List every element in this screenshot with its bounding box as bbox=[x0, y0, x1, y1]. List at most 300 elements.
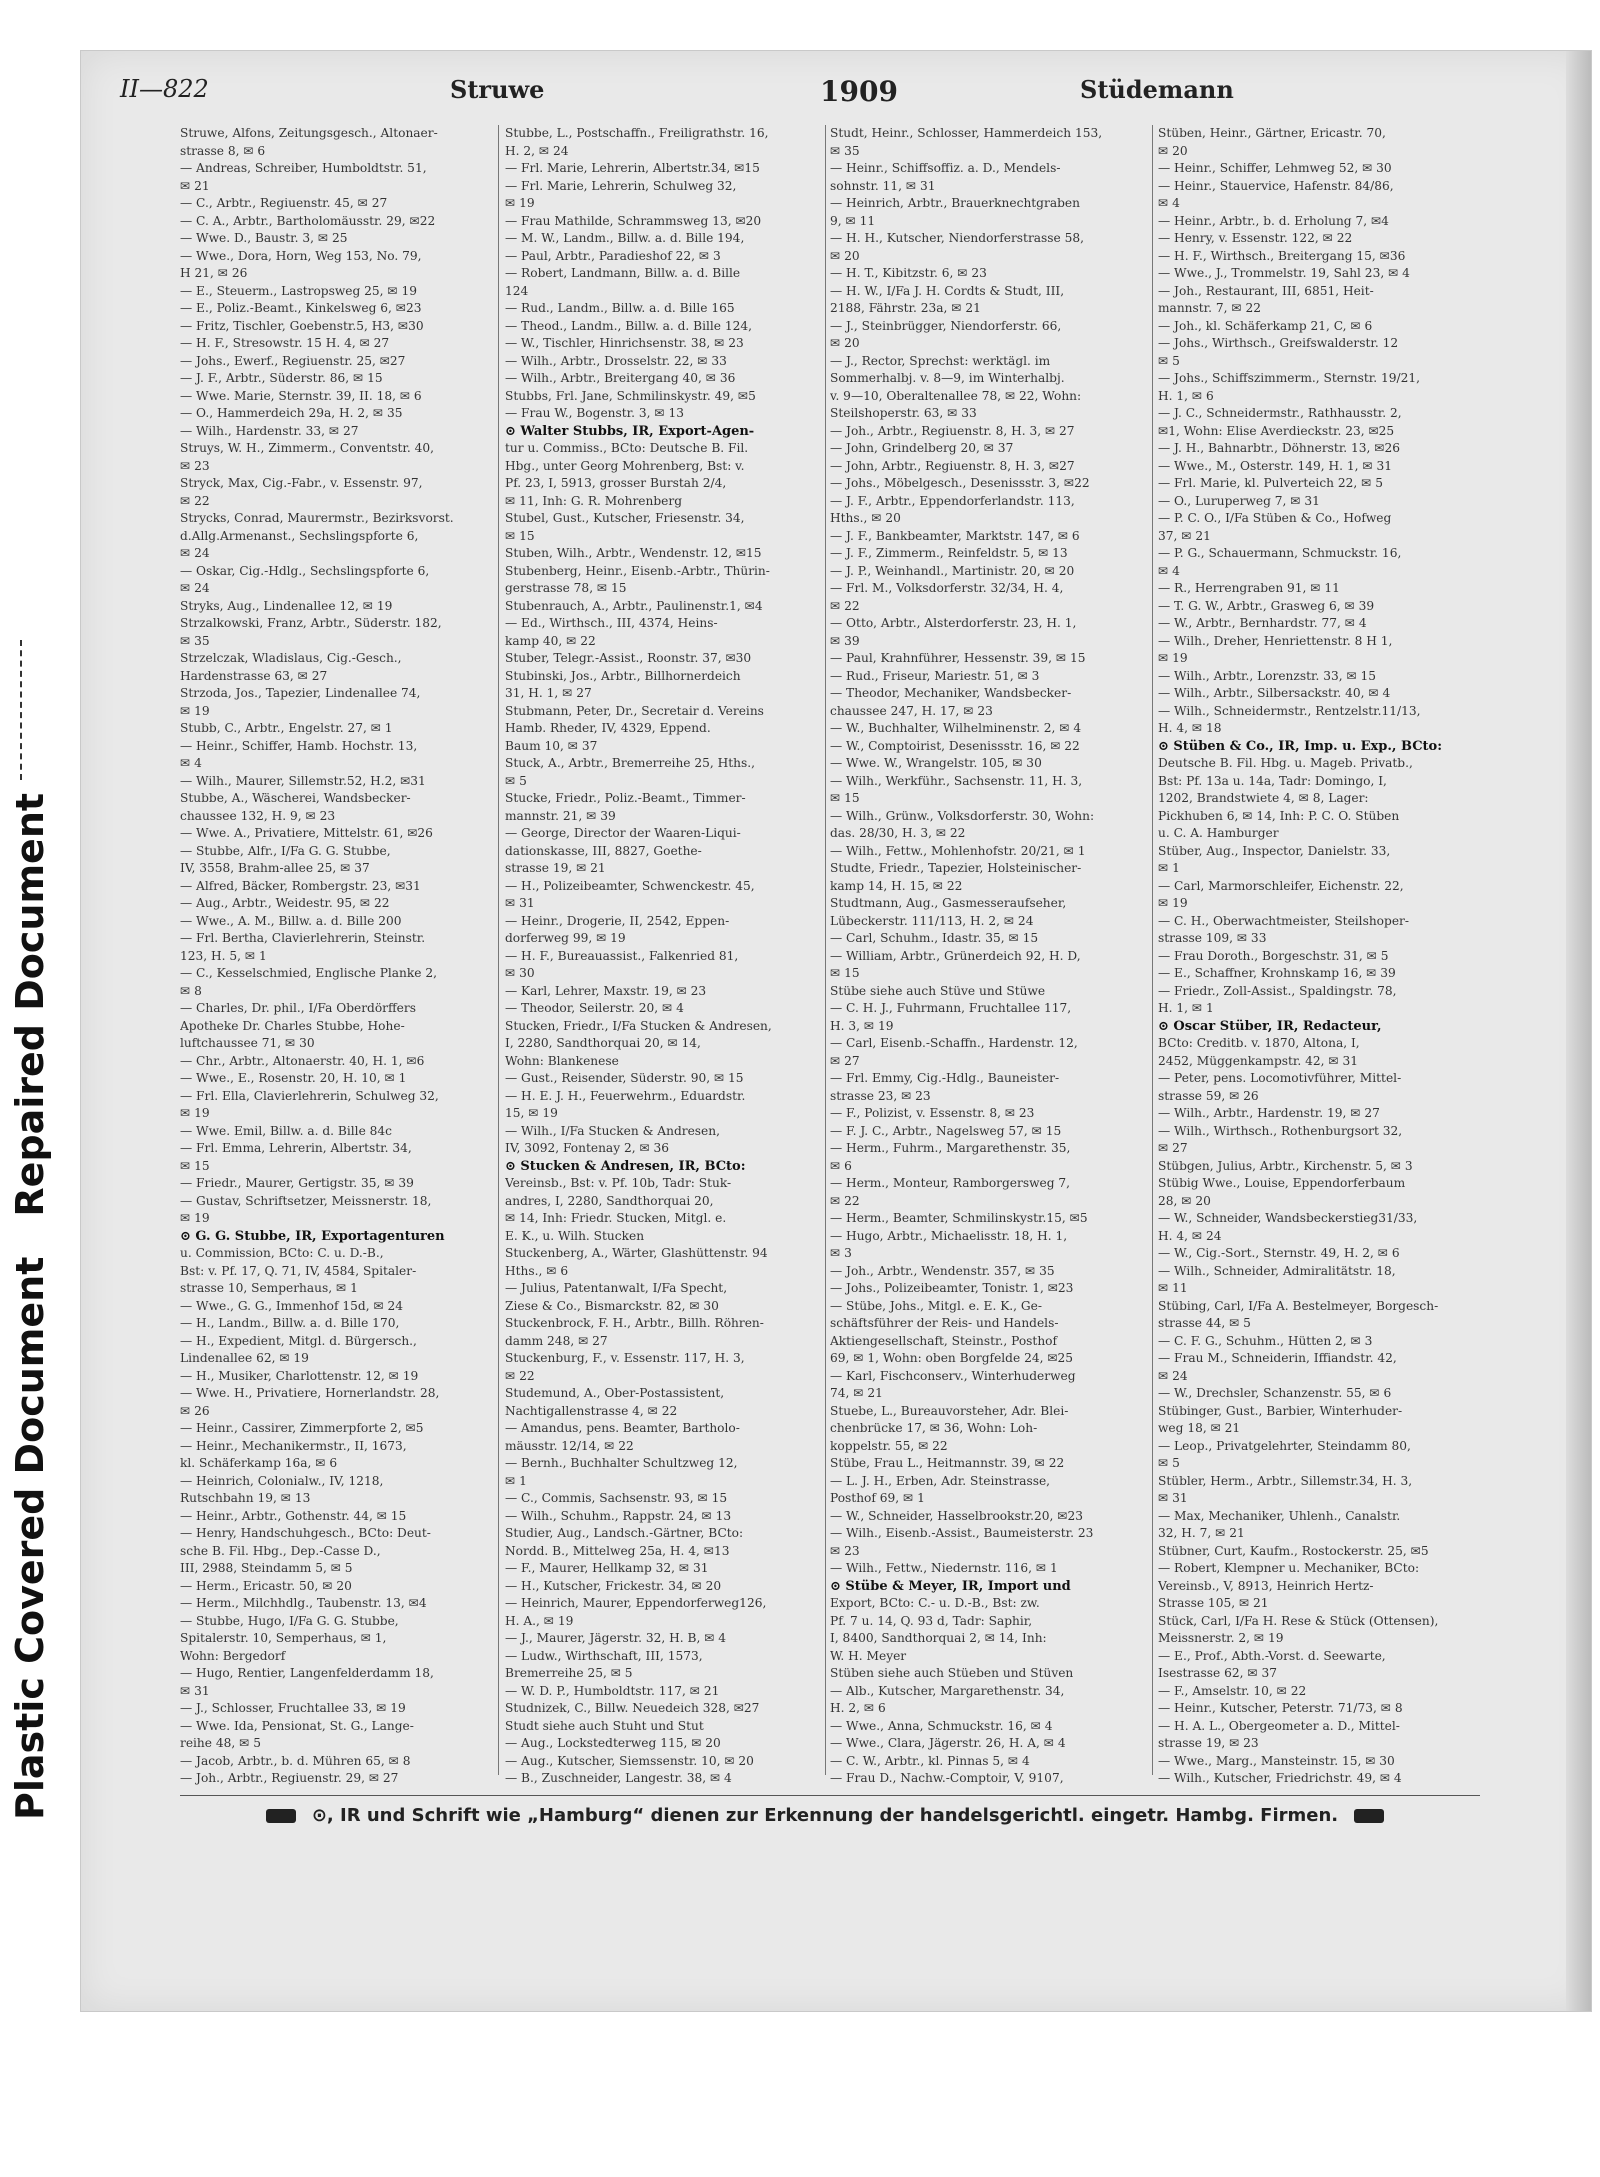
directory-entry-line: — Karl, Fischconserv., Winterhuderweg bbox=[830, 1368, 1076, 1383]
directory-entry-line: — Joh., Restaurant, III, 6851, Heit- bbox=[1158, 283, 1374, 298]
directory-entry-line: Studte, Friedr., Tapezier, Holsteinischer- bbox=[830, 861, 1082, 875]
directory-entry-line: — Wilh., Fettw., Mohlenhofstr. 20/21, ✉ 1 bbox=[830, 843, 1086, 858]
directory-entry-line: — Wilh., Werkführ., Sachsenstr. 11, H. 3, bbox=[830, 773, 1083, 788]
directory-entry-line: — Charles, Dr. phil., I/Fa Oberdörffers bbox=[180, 1001, 416, 1015]
directory-entry-line: H. 1, ✉ 6 bbox=[1158, 388, 1214, 403]
directory-entry-line: — Frl. Marie, kl. Pulverteich 22, ✉ 5 bbox=[1158, 476, 1383, 490]
directory-entry-line: — W., Drechsler, Schanzenstr. 55, ✉ 6 bbox=[1158, 1386, 1392, 1400]
directory-entry-line: — W. D. P., Humboldtstr. 117, ✉ 21 bbox=[505, 1683, 720, 1698]
directory-entry-line: — Heinr., Kutscher, Peterstr. 71/73, ✉ 8 bbox=[1158, 1701, 1403, 1715]
directory-entry-line: kamp 14, H. 15, ✉ 22 bbox=[830, 878, 963, 893]
directory-entry-line: ✉ 14, Inh: Friedr. Stucken, Mitgl. e. bbox=[505, 1211, 727, 1225]
directory-entry-line: — W., Arbtr., Bernhardstr. 77, ✉ 4 bbox=[1158, 616, 1367, 630]
directory-entry-line: — Joh., Arbtr., Regiuenstr. 8, H. 3, ✉ 27 bbox=[830, 423, 1075, 438]
directory-entry-line: ✉ 19 bbox=[1158, 896, 1188, 910]
directory-entry-line: — Wilh., Schuhm., Rappstr. 24, ✉ 13 bbox=[505, 1508, 732, 1523]
directory-entry-line: Strycks, Conrad, Maurermstr., Bezirksvorst. bbox=[180, 511, 454, 525]
sidebar-labels bbox=[0, 520, 60, 1820]
directory-entry-line: — Stubbe, Alfr., I/Fa G. G. Stubbe, bbox=[180, 843, 391, 858]
directory-entry-line: Pf. 7 u. 14, Q. 93 d, Tadr: Saphir, bbox=[830, 1613, 1033, 1628]
directory-entry-line: — Wilh., Schneider, Admiralitätstr. 18, bbox=[1158, 1263, 1396, 1278]
directory-entry-line: Stübe siehe auch Stüve und Stüwe bbox=[830, 983, 1046, 998]
directory-entry-line: — Stübe, Johs., Mitgl. e. E. K., Ge- bbox=[830, 1298, 1042, 1313]
directory-entry-line: ✉ 15 bbox=[830, 791, 860, 805]
directory-entry-line: — Wilh., Dreher, Henriettenstr. 8 H 1, bbox=[1158, 633, 1393, 648]
directory-entry-line: Rutschbahn 19, ✉ 13 bbox=[180, 1491, 311, 1505]
directory-entry-line: — O., Luruperweg 7, ✉ 31 bbox=[1158, 493, 1320, 508]
column-rule bbox=[1152, 125, 1153, 1775]
entries-column-2 bbox=[505, 125, 820, 1785]
directory-entry-line: — Stubbe, Hugo, I/Fa G. G. Stubbe, bbox=[180, 1613, 399, 1628]
directory-entry-line: — Carl, Marmorschleifer, Eichenstr. 22, bbox=[1158, 878, 1404, 893]
directory-entry-line: — W., Comptoirist, Desenissstr. 16, ✉ 22 bbox=[830, 738, 1080, 753]
directory-entry-line: — Andreas, Schreiber, Humboldtstr. 51, bbox=[180, 161, 427, 175]
directory-entry-line: Stuber, Telegr.-Assist., Roonstr. 37, ✉30 bbox=[505, 651, 752, 665]
directory-entry-line: — Otto, Arbtr., Alsterdorferstr. 23, H. 1, bbox=[830, 616, 1077, 630]
directory-entry-line: — F., Polizist, v. Essenstr. 8, ✉ 23 bbox=[830, 1106, 1035, 1120]
directory-entry-line: — Fritz, Tischler, Goebenstr.5, H3, ✉30 bbox=[180, 318, 424, 333]
directory-entry-line: ✉ 19 bbox=[505, 196, 535, 210]
directory-entry-line: Wohn: Bergedorf bbox=[180, 1648, 286, 1663]
directory-entry-line: — Frau Mathilde, Schrammsweg 13, ✉20 bbox=[505, 213, 762, 228]
directory-entry-line: Stübig Wwe., Louise, Eppendorferbaum bbox=[1158, 1176, 1406, 1190]
directory-entry-line: — J. P., Weinhandl., Martinistr. 20, ✉ 20 bbox=[830, 563, 1075, 578]
directory-entry-line: Studnizek, C., Billw. Neuedeich 328, ✉27 bbox=[505, 1701, 760, 1715]
directory-entry-line: — E., Prof., Abth.-Vorst. d. Seewarte, bbox=[1158, 1648, 1386, 1663]
directory-entry-line: — J., Maurer, Jägerstr. 32, H. B, ✉ 4 bbox=[505, 1631, 727, 1645]
directory-entry-line: ✉ 19 bbox=[1158, 651, 1188, 665]
directory-entry-line: — Friedr., Zoll-Assist., Spaldingstr. 78, bbox=[1158, 983, 1397, 998]
directory-entry-line: ✉ 8 bbox=[180, 983, 202, 998]
directory-entry-line: ✉ 20 bbox=[1158, 143, 1188, 158]
directory-entry-line: — C., Commis, Sachsenstr. 93, ✉ 15 bbox=[505, 1491, 728, 1505]
directory-entry-line: — Heinr., Drogerie, II, 2542, Eppen- bbox=[505, 913, 730, 928]
directory-entry-line: — Frl. Marie, Lehrerin, Schulweg 32, bbox=[505, 178, 737, 193]
directory-entry-line: strasse 23, ✉ 23 bbox=[830, 1088, 931, 1103]
directory-entry-line: — Johs., Schiffszimmerm., Sternstr. 19/21, bbox=[1158, 371, 1421, 385]
directory-entry-line: — Wilh., Wirthsch., Rothenburgsort 32, bbox=[1158, 1123, 1403, 1138]
directory-entry-line: strasse 10, Semperhaus, ✉ 1 bbox=[180, 1281, 358, 1295]
directory-entry-line: — Johs., Ewerf., Regiuenstr. 25, ✉27 bbox=[180, 353, 406, 368]
directory-entry-line: — Aug., Kutscher, Siemssenstr. 10, ✉ 20 bbox=[505, 1753, 754, 1768]
directory-entry-line: Stuben, Wilh., Arbtr., Wendenstr. 12, ✉15 bbox=[505, 546, 762, 560]
directory-entry-line: Bst: v. Pf. 17, Q. 71, IV, 4584, Spitaler- bbox=[180, 1263, 417, 1278]
directory-entry-line: 2188, Fährstr. 23a, ✉ 21 bbox=[830, 301, 981, 315]
directory-entry-line: Hths., ✉ 20 bbox=[830, 511, 901, 525]
footer-text: ⊙, IR und Schrift wie „Hamburg“ dienen zur Erkennung der handelsgerichtl. eingetr. Hambg. Firmen. bbox=[311, 1805, 1339, 1826]
directory-entry-line: — Wwe., G. G., Immenhof 15d, ✉ 24 bbox=[180, 1298, 404, 1313]
directory-entry-line: Hths., ✉ 6 bbox=[505, 1263, 569, 1278]
directory-entry-line: Stubel, Gust., Kutscher, Friesenstr. 34, bbox=[505, 511, 745, 525]
directory-entry-line: — H., Landm., Billw. a. d. Bille 170, bbox=[180, 1316, 400, 1330]
directory-entry-line: — J. F., Bankbeamter, Marktstr. 147, ✉ 6 bbox=[830, 528, 1080, 543]
directory-entry-line: — Frl. Marie, Lehrerin, Albertstr.34, ✉15 bbox=[505, 161, 760, 175]
directory-entry-line: Stubenrauch, A., Arbtr., Paulinenstr.1, ✉4 bbox=[505, 598, 763, 613]
directory-entry-line: — E., Poliz.-Beamt., Kinkelsweg 6, ✉23 bbox=[180, 301, 422, 315]
directory-entry-line: Strzalkowski, Franz, Arbtr., Süderstr. 182, bbox=[180, 616, 442, 630]
directory-entry-line: — J. F., Arbtr., Süderstr. 86, ✉ 15 bbox=[180, 371, 383, 385]
directory-entry-line: ✉ 35 bbox=[180, 633, 210, 648]
directory-entry-line: — Joh., Arbtr., Wendenstr. 357, ✉ 35 bbox=[830, 1263, 1055, 1278]
directory-entry-line: ✉ 5 bbox=[505, 773, 527, 788]
directory-entry-line: — C. H., Oberwachtmeister, Steilshoper- bbox=[1158, 913, 1409, 928]
directory-entry-line: Stubbe, A., Wäscherei, Wandsbecker- bbox=[180, 791, 411, 805]
directory-entry-line: sche B. Fil. Hbg., Dep.-Casse D., bbox=[180, 1543, 381, 1558]
directory-entry-line: — Herm., Beamter, Schmilinskystr.15, ✉5 bbox=[830, 1211, 1088, 1225]
header-left-word: Struwe bbox=[450, 75, 545, 104]
directory-entry-line: — H. F., Stresowstr. 15 H. 4, ✉ 27 bbox=[180, 336, 390, 350]
directory-entry-line: weg 18, ✉ 21 bbox=[1158, 1421, 1241, 1435]
directory-entry-line: — Wilh., Hardenstr. 33, ✉ 27 bbox=[180, 423, 359, 438]
directory-entry-line: — George, Director der Waaren-Liqui- bbox=[505, 826, 741, 840]
directory-entry-line: — P. G., Schauermann, Schmuckstr. 16, bbox=[1158, 546, 1402, 560]
directory-entry-line: ✉ 4 bbox=[1158, 196, 1180, 210]
directory-entry-line: 69, ✉ 1, Wohn: oben Borgfelde 24, ✉25 bbox=[830, 1351, 1074, 1365]
directory-entry-line: H. 4, ✉ 24 bbox=[1158, 1228, 1222, 1243]
directory-entry-line: ✉ 24 bbox=[1158, 1368, 1188, 1383]
directory-entry-line: mannstr. 21, ✉ 39 bbox=[505, 808, 616, 823]
directory-entry-line: Stubinski, Jos., Arbtr., Billhornerdeich bbox=[505, 668, 741, 683]
repaired-document-label: Repaired Document bbox=[8, 792, 52, 1217]
directory-entry-line: Stuckenberg, A., Wärter, Glashüttenstr. 94 bbox=[505, 1246, 768, 1260]
directory-entry-line: ✉ 30 bbox=[505, 966, 535, 980]
directory-entry-line: u. C. A. Hamburger bbox=[1158, 826, 1279, 840]
directory-entry-line: — Frau Doroth., Borgeschstr. 31, ✉ 5 bbox=[1158, 948, 1389, 963]
directory-entry-line: — C. A., Arbtr., Bartholomäusstr. 29, ✉22 bbox=[180, 213, 436, 228]
directory-entry-line: H. 1, ✉ 1 bbox=[1158, 1001, 1214, 1015]
directory-entry-line: Pickhuben 6, ✉ 14, Inh: P. C. O. Stüben bbox=[1158, 808, 1400, 823]
directory-entry-line: — J. C., Schneidermstr., Rathhausstr. 2, bbox=[1158, 406, 1402, 420]
directory-entry-line: Hbg., unter Georg Mohrenberg, Bst: v. bbox=[505, 458, 745, 473]
directory-entry-line: — H., Polizeibeamter, Schwenckestr. 45, bbox=[505, 878, 755, 893]
directory-entry-line: Steilshoperstr. 63, ✉ 33 bbox=[830, 406, 977, 420]
directory-entry-line: — Rud., Friseur, Mariestr. 51, ✉ 3 bbox=[830, 668, 1040, 683]
directory-entry-line: — Robert, Klempner u. Mechaniker, BCto: bbox=[1158, 1561, 1420, 1575]
directory-entry-line: Stüber, Aug., Inspector, Danielstr. 33, bbox=[1158, 843, 1391, 858]
directory-entry-line: — Frl. Emmy, Cig.-Hdlg., Bauneister- bbox=[830, 1071, 1060, 1085]
entries-column-4 bbox=[1158, 125, 1478, 1785]
page-edge-shadow bbox=[1566, 51, 1591, 2011]
directory-entry-line: ✉ 11, Inh: G. R. Mohrenberg bbox=[505, 493, 683, 508]
directory-entry-line: H 21, ✉ 26 bbox=[180, 266, 248, 280]
directory-entry-line: Aktiengesellschaft, Steinstr., Posthof bbox=[830, 1333, 1058, 1348]
directory-entry-line: — Heinr., Stauervice, Hafenstr. 84/86, bbox=[1158, 178, 1394, 193]
directory-entry-line: chaussee 247, H. 17, ✉ 23 bbox=[830, 703, 993, 718]
directory-entry-line: — Johs., Wirthsch., Greifswalderstr. 12 bbox=[1158, 336, 1399, 350]
directory-entry-line: — Frl. M., Volksdorferstr. 32/34, H. 4, bbox=[830, 581, 1064, 595]
footer-legend bbox=[200, 1805, 1450, 1835]
column-rule bbox=[498, 125, 499, 1775]
directory-entry-line: — Bernh., Buchhalter Schultzweg 12, bbox=[505, 1456, 738, 1470]
directory-entry-line: Stüben, Heinr., Gärtner, Ericastr. 70, bbox=[1158, 126, 1386, 140]
directory-entry-line: Vereinsb., V, 8913, Heinrich Hertz- bbox=[1158, 1578, 1374, 1593]
directory-entry-line: Stübinger, Gust., Barbier, Winterhuder- bbox=[1158, 1403, 1403, 1418]
directory-entry-line: — Herm., Fuhrm., Margarethenstr. 35, bbox=[830, 1141, 1071, 1155]
directory-entry-line: sohnstr. 11, ✉ 31 bbox=[830, 178, 936, 193]
directory-entry-line: ✉ 15 bbox=[830, 966, 860, 980]
directory-entry-line: — Heinr., Schiffsoffiz. a. D., Mendels- bbox=[830, 161, 1061, 175]
directory-entry-line: Nachtigallenstrasse 4, ✉ 22 bbox=[505, 1403, 678, 1418]
directory-entry-line: ⊙ Oscar Stüber, IR, Redacteur, bbox=[1158, 1018, 1382, 1034]
directory-entry-line: ✉ 23 bbox=[830, 1543, 860, 1558]
directory-entry-line: Stryck, Max, Cig.-Fabr., v. Essenstr. 97, bbox=[180, 476, 423, 490]
directory-entry-line: 32, H. 7, ✉ 21 bbox=[1158, 1526, 1245, 1540]
directory-entry-line: Studt siehe auch Stuht und Stut bbox=[505, 1718, 704, 1733]
directory-entry-line: Stuebe, L., Bureauvorsteher, Adr. Blei- bbox=[830, 1403, 1069, 1418]
directory-entry-line: — Gustav, Schriftsetzer, Meissnerstr. 18, bbox=[180, 1193, 432, 1208]
directory-entry-line: — William, Arbtr., Grünerdeich 92, H. D, bbox=[830, 948, 1081, 963]
directory-entry-line: — J., Steinbrügger, Niendorferstr. 66, bbox=[830, 318, 1062, 333]
page-number: II—822 bbox=[120, 75, 209, 103]
directory-entry-line: Bremerreihe 25, ✉ 5 bbox=[505, 1666, 633, 1680]
directory-entry-line: — B., Zuschneider, Langestr. 38, ✉ 4 bbox=[505, 1771, 732, 1785]
directory-entry-line: ✉ 22 bbox=[505, 1368, 535, 1383]
directory-entry-line: Stuckenburg, F., v. Essenstr. 117, H. 3, bbox=[505, 1351, 745, 1365]
directory-entry-line: ⊙ G. G. Stubbe, IR, Exportagenturen bbox=[180, 1228, 445, 1244]
directory-entry-line: — Aug., Lockstedterweg 115, ✉ 20 bbox=[505, 1736, 721, 1750]
directory-entry-line: — Carl, Eisenb.-Schaffn., Hardenstr. 12, bbox=[830, 1036, 1078, 1050]
directory-entry-line: — Wwe., Anna, Schmuckstr. 16, ✉ 4 bbox=[830, 1718, 1053, 1733]
directory-entry-line: d.Allg.Armenanst., Sechslingspforte 6, bbox=[180, 528, 419, 543]
directory-entry-line: — J. H., Bahnarbtr., Döhnerstr. 13, ✉26 bbox=[1158, 441, 1401, 455]
directory-entry-line: ✉ 21 bbox=[180, 178, 210, 193]
directory-entry-line: 31, H. 1, ✉ 27 bbox=[505, 686, 592, 700]
directory-entry-line: — J. F., Arbtr., Eppendorferlandstr. 113, bbox=[830, 493, 1075, 508]
directory-entry-line: — Wilh., Grünw., Volksdorferstr. 30, Wohn: bbox=[830, 808, 1095, 823]
directory-entry-line: ✉ 15 bbox=[505, 528, 535, 543]
directory-entry-line: schäftsführer der Reis- und Handels- bbox=[830, 1316, 1059, 1330]
directory-entry-line: — Theodor, Seilerstr. 20, ✉ 4 bbox=[505, 1001, 684, 1015]
directory-entry-line: H. 3, ✉ 19 bbox=[830, 1018, 894, 1033]
directory-entry-line: — F., Maurer, Hellkamp 32, ✉ 31 bbox=[505, 1561, 709, 1575]
directory-entry-line: — C. W., Arbtr., kl. Pinnas 5, ✉ 4 bbox=[830, 1753, 1030, 1768]
directory-entry-line: — Wwe., A. M., Billw. a. d. Bille 200 bbox=[180, 913, 402, 928]
directory-entry-line: ✉ 20 bbox=[830, 336, 860, 350]
directory-entry-line: Stubbs, Frl. Jane, Schmilinskystr. 49, ✉5 bbox=[505, 388, 756, 403]
directory-entry-line: Strasse 105, ✉ 21 bbox=[1158, 1596, 1269, 1610]
directory-entry-line: — C., Arbtr., Regiuenstr. 45, ✉ 27 bbox=[180, 196, 388, 210]
directory-entry-line: 74, ✉ 21 bbox=[830, 1386, 883, 1400]
directory-entry-line: — Wilh., I/Fa Stucken & Andresen, bbox=[505, 1123, 720, 1138]
directory-entry-line: — Wwe. Marie, Sternstr. 39, II. 18, ✉ 6 bbox=[180, 388, 422, 403]
header-right-word: Stüdemann bbox=[1080, 75, 1234, 104]
directory-entry-line: — Aug., Arbtr., Weidestr. 95, ✉ 22 bbox=[180, 896, 390, 910]
directory-entry-line: 9, ✉ 11 bbox=[830, 213, 876, 228]
directory-entry-line: Stubenberg, Heinr., Eisenb.-Arbtr., Thürin- bbox=[505, 563, 770, 578]
directory-entry-line: Stübe, Frau L., Heitmannstr. 39, ✉ 22 bbox=[830, 1456, 1065, 1470]
directory-entry-line: ✉ 26 bbox=[180, 1403, 210, 1418]
directory-entry-line: — Wwe. D., Baustr. 3, ✉ 25 bbox=[180, 231, 348, 245]
directory-entry-line: chenbrücke 17, ✉ 36, Wohn: Loh- bbox=[830, 1421, 1038, 1435]
directory-entry-line: — H. H., Kutscher, Niendorferstrasse 58, bbox=[830, 231, 1085, 245]
directory-entry-line: E. K., u. Wilh. Stucken bbox=[505, 1228, 645, 1243]
page-header bbox=[120, 75, 1270, 115]
plastic-covered-label: Plastic Covered Document bbox=[8, 1256, 52, 1820]
directory-entry-line: kl. Schäferkamp 16a, ✉ 6 bbox=[180, 1456, 338, 1470]
directory-entry-line: — Carl, Schuhm., Idastr. 35, ✉ 15 bbox=[830, 931, 1039, 945]
directory-entry-line: — Ludw., Wirthschaft, III, 1573, bbox=[505, 1648, 703, 1663]
directory-entry-line: — C. F. G., Schuhm., Hütten 2, ✉ 3 bbox=[1158, 1333, 1373, 1348]
directory-entry-line: — Theod., Landm., Billw. a. d. Bille 124, bbox=[505, 318, 753, 333]
directory-entry-line: ✉ 1 bbox=[505, 1473, 527, 1488]
directory-entry-line: Lindenallee 62, ✉ 19 bbox=[180, 1351, 309, 1365]
directory-entry-line: 1202, Brandstwiete 4, ✉ 8, Lager: bbox=[1158, 791, 1369, 805]
directory-entry-line: — Paul, Arbtr., Paradieshof 22, ✉ 3 bbox=[505, 248, 721, 263]
directory-entry-line: — Hugo, Arbtr., Michaelisstr. 18, H. 1, bbox=[830, 1228, 1068, 1243]
directory-entry-line: ✉ 31 bbox=[180, 1683, 210, 1698]
directory-entry-line: Ziese & Co., Bismarckstr. 82, ✉ 30 bbox=[505, 1298, 719, 1313]
directory-entry-line: Deutsche B. Fil. Hbg. u. Mageb. Privatb., bbox=[1158, 756, 1413, 770]
directory-entry-line: ⊙ Stübe & Meyer, IR, Import und bbox=[830, 1578, 1071, 1594]
directory-entry-line: strasse 59, ✉ 26 bbox=[1158, 1088, 1259, 1103]
directory-entry-line: H. 2, ✉ 24 bbox=[505, 143, 569, 158]
directory-entry-line: Struwe, Alfons, Zeitungsgesch., Altonaer- bbox=[180, 126, 438, 140]
directory-entry-line: Stübler, Herm., Arbtr., Sillemstr.34, H. 3, bbox=[1158, 1473, 1413, 1488]
directory-entry-line: Studier, Aug., Landsch.-Gärtner, BCto: bbox=[505, 1526, 744, 1540]
directory-entry-line: Stübing, Carl, I/Fa A. Bestelmeyer, Borgesch- bbox=[1158, 1298, 1439, 1313]
directory-entry-line: dorferweg 99, ✉ 19 bbox=[505, 931, 626, 945]
directory-entry-line: Studtmann, Aug., Gasmesseraufseher, bbox=[830, 896, 1067, 910]
directory-entry-line: ⊙ Stucken & Andresen, IR, BCto: bbox=[505, 1158, 746, 1174]
directory-entry-line: Sommerhalbj. v. 8—9, im Winterhalbj. bbox=[830, 371, 1065, 385]
directory-entry-line: dationskasse, III, 8827, Goethe- bbox=[505, 843, 702, 858]
directory-entry-line: strasse 44, ✉ 5 bbox=[1158, 1316, 1251, 1330]
directory-entry-line: ✉ 27 bbox=[830, 1053, 860, 1068]
header-year: 1909 bbox=[820, 75, 898, 108]
directory-entry-line: — Julius, Patentanwalt, I/Fa Specht, bbox=[505, 1281, 728, 1295]
directory-entry-line: — Alfred, Bäcker, Rombergstr. 23, ✉31 bbox=[180, 878, 421, 893]
directory-entry-line: — R., Herrengraben 91, ✉ 11 bbox=[1158, 581, 1340, 595]
directory-entry-line: — Johs., Polizeibeamter, Tonistr. 1, ✉23 bbox=[830, 1281, 1074, 1295]
directory-entry-line: ✉ 19 bbox=[180, 703, 210, 718]
directory-entry-line: Stucken, Friedr., I/Fa Stucken & Andresen, bbox=[505, 1018, 772, 1033]
directory-entry-line: — Friedr., Maurer, Gertigstr. 35, ✉ 39 bbox=[180, 1176, 414, 1190]
directory-entry-line: v. 9—10, Oberaltenallee 78, ✉ 22, Wohn: bbox=[830, 388, 1082, 403]
directory-entry-line: 123, H. 5, ✉ 1 bbox=[180, 948, 267, 963]
directory-entry-line: Studt, Heinr., Schlosser, Hammerdeich 153, bbox=[830, 126, 1103, 140]
directory-entry-line: Stuckenbrock, F. H., Arbtr., Billh. Röhren- bbox=[505, 1316, 764, 1330]
directory-entry-line: — Wwe., Clara, Jägerstr. 26, H. A, ✉ 4 bbox=[830, 1736, 1066, 1750]
directory-entry-line: ✉ 31 bbox=[1158, 1491, 1188, 1505]
directory-entry-line: — Wilh., Arbtr., Lorenzstr. 33, ✉ 15 bbox=[1158, 668, 1377, 683]
directory-entry-line: ✉ 24 bbox=[180, 581, 210, 595]
directory-entry-line: — Wilh., Arbtr., Silbersackstr. 40, ✉ 4 bbox=[1158, 686, 1391, 700]
directory-entry-line: — Herm., Monteur, Ramborgersweg 7, bbox=[830, 1176, 1071, 1190]
directory-entry-line: — P. C. O., I/Fa Stüben & Co., Hofweg bbox=[1158, 511, 1392, 525]
entries-column-3 bbox=[830, 125, 1145, 1785]
directory-entry-line: H. A., ✉ 19 bbox=[505, 1613, 574, 1628]
divider-dashes bbox=[20, 640, 22, 780]
directory-entry-line: das. 28/30, H. 3, ✉ 22 bbox=[830, 826, 966, 840]
directory-entry-line: — Heinr., Mechanikermstr., II, 1673, bbox=[180, 1438, 407, 1453]
directory-entry-line: — W., Cig.-Sort., Sternstr. 49, H. 2, ✉ 6 bbox=[1158, 1246, 1400, 1260]
directory-entry-line: — Karl, Lehrer, Maxstr. 19, ✉ 23 bbox=[505, 983, 707, 998]
directory-entry-line: ✉ 19 bbox=[180, 1211, 210, 1225]
directory-entry-line: strasse 8, ✉ 6 bbox=[180, 143, 266, 158]
directory-entry-line: — Wwe., Dora, Horn, Weg 153, No. 79, bbox=[180, 248, 422, 263]
directory-entry-line: — Frau M., Schneiderin, Iffiandstr. 42, bbox=[1158, 1351, 1397, 1365]
directory-entry-line: — F. J. C., Arbtr., Nagelsweg 57, ✉ 15 bbox=[830, 1123, 1062, 1138]
directory-entry-line: ✉ 6 bbox=[830, 1158, 852, 1173]
directory-entry-line: — H. F., Wirthsch., Breitergang 15, ✉36 bbox=[1158, 248, 1406, 263]
directory-entry-line: — Gust., Reisender, Süderstr. 90, ✉ 15 bbox=[505, 1071, 744, 1085]
directory-entry-line: tur u. Commiss., BCto: Deutsche B. Fil. bbox=[505, 441, 749, 455]
directory-entry-line: — Leop., Privatgelehrter, Steindamm 80, bbox=[1158, 1438, 1411, 1453]
directory-entry-line: — Hugo, Rentier, Langenfelderdamm 18, bbox=[180, 1666, 434, 1680]
directory-entry-line: koppelstr. 55, ✉ 22 bbox=[830, 1438, 948, 1453]
directory-entry-line: — Wilh., Arbtr., Hardenstr. 19, ✉ 27 bbox=[1158, 1106, 1380, 1120]
directory-entry-line: Pf. 23, I, 5913, grosser Burstah 2/4, bbox=[505, 476, 727, 490]
directory-entry-line: — John, Arbtr., Regiuenstr. 8, H. 3, ✉27 bbox=[830, 458, 1075, 473]
directory-entry-line: reihe 48, ✉ 5 bbox=[180, 1736, 261, 1750]
directory-entry-line: — E., Schaffner, Krohnskamp 16, ✉ 39 bbox=[1158, 966, 1396, 980]
directory-entry-line: ✉1, Wohn: Elise Averdieckstr. 23, ✉25 bbox=[1158, 423, 1395, 438]
directory-entry-line: — John, Grindelberg 20, ✉ 37 bbox=[830, 441, 1014, 455]
directory-entry-line: H. 2, ✉ 6 bbox=[830, 1701, 886, 1715]
directory-entry-line: — Frau D., Nachw.-Comptoir, V, 9107, bbox=[830, 1771, 1064, 1785]
directory-entry-line: — Wilh., Eisenb.-Assist., Baumeisterstr. 23 bbox=[830, 1526, 1094, 1540]
directory-entry-line: Isestrasse 62, ✉ 37 bbox=[1158, 1666, 1277, 1680]
directory-entry-line: ✉ 3 bbox=[830, 1246, 852, 1260]
directory-entry-line: — O., Hammerdeich 29a, H. 2, ✉ 35 bbox=[180, 406, 403, 420]
directory-entry-line: Stübner, Curt, Kaufm., Rostockerstr. 25, ✉5 bbox=[1158, 1543, 1429, 1558]
directory-entry-line: 15, ✉ 19 bbox=[505, 1106, 558, 1120]
directory-entry-line: I, 2280, Sandthorquai 20, ✉ 14, bbox=[505, 1036, 701, 1050]
directory-entry-line: — Oskar, Cig.-Hdlg., Sechslingspforte 6, bbox=[180, 563, 430, 578]
directory-entry-line: — H., Expedient, Mitgl. d. Bürgersch., bbox=[180, 1333, 417, 1348]
directory-entry-line: — Heinrich, Colonialw., IV, 1218, bbox=[180, 1473, 384, 1488]
directory-entry-line: — H., Musiker, Charlottenstr. 12, ✉ 19 bbox=[180, 1368, 419, 1383]
directory-entry-line: — Amandus, pens. Beamter, Bartholo- bbox=[505, 1421, 740, 1435]
pointing-hand-left-icon bbox=[266, 1809, 296, 1823]
directory-entry-line: Stryks, Aug., Lindenallee 12, ✉ 19 bbox=[180, 598, 393, 613]
directory-entry-line: — Frl. Bertha, Clavierlehrerin, Steinstr. bbox=[180, 931, 426, 945]
directory-entry-line: Wohn: Blankenese bbox=[505, 1053, 619, 1068]
directory-entry-line: — H. W., I/Fa J. H. Cordts & Studt, III, bbox=[830, 283, 1065, 298]
directory-entry-line: — J., Rector, Sprechst: werktägl. im bbox=[830, 353, 1051, 368]
directory-entry-line: — Heinrich, Maurer, Eppendorferweg126, bbox=[505, 1596, 767, 1610]
directory-entry-line: strasse 19, ✉ 21 bbox=[505, 861, 606, 875]
directory-entry-line: — W., Schneider, Hasselbrookstr.20, ✉23 bbox=[830, 1508, 1083, 1523]
directory-entry-line: Nordd. B., Mittelweg 25a, H. 4, ✉13 bbox=[505, 1543, 730, 1558]
directory-entry-line: Stubbe, L., Postschaffn., Freiligrathstr. 16, bbox=[505, 126, 769, 140]
directory-entry-line: — Henry, v. Essenstr. 122, ✉ 22 bbox=[1158, 231, 1353, 245]
directory-entry-line: Apotheke Dr. Charles Stubbe, Hohe- bbox=[180, 1018, 405, 1033]
directory-entry-line: I, 8400, Sandthorquai 2, ✉ 14, Inh: bbox=[830, 1631, 1047, 1645]
directory-entry-line: — Wilh., Maurer, Sillemstr.52, H.2, ✉31 bbox=[180, 773, 426, 788]
directory-entry-line: BCto: Creditb. v. 1870, Altona, I, bbox=[1158, 1036, 1360, 1050]
directory-entry-line: Studemund, A., Ober-Postassistent, bbox=[505, 1386, 725, 1400]
directory-entry-line: Struys, W. H., Zimmerm., Conventstr. 40, bbox=[180, 441, 435, 455]
directory-entry-line: Lübeckerstr. 111/113, H. 2, ✉ 24 bbox=[830, 913, 1034, 928]
directory-entry-line: mannstr. 7, ✉ 22 bbox=[1158, 301, 1262, 315]
directory-entry-line: Strzoda, Jos., Tapezier, Lindenallee 74, bbox=[180, 686, 421, 700]
directory-entry-line: Stuck, A., Arbtr., Bremerreihe 25, Hths., bbox=[505, 756, 756, 770]
directory-entry-line: ✉ 1 bbox=[1158, 861, 1180, 875]
directory-entry-line: 28, ✉ 20 bbox=[1158, 1193, 1211, 1208]
directory-entry-line: — Ed., Wirthsch., III, 4374, Heins- bbox=[505, 616, 718, 630]
directory-entry-line: ✉ 27 bbox=[1158, 1141, 1188, 1155]
directory-entry-line: — Rud., Landm., Billw. a. d. Bille 165 bbox=[505, 301, 735, 315]
directory-entry-line: — J., Schlosser, Fruchtallee 33, ✉ 19 bbox=[180, 1701, 406, 1715]
directory-entry-line: — Jacob, Arbtr., b. d. Mühren 65, ✉ 8 bbox=[180, 1753, 411, 1768]
directory-entry-line: — E., Steuerm., Lastropsweg 25, ✉ 19 bbox=[180, 283, 418, 298]
directory-entry-line: ⊙ Stüben & Co., IR, Imp. u. Exp., BCto: bbox=[1158, 738, 1443, 754]
directory-entry-line: damm 248, ✉ 27 bbox=[505, 1333, 608, 1348]
directory-entry-line: — Chr., Arbtr., Altonaerstr. 40, H. 1, ✉6 bbox=[180, 1053, 425, 1068]
column-rule bbox=[825, 125, 826, 1775]
directory-entry-line: — Wilh., Arbtr., Breitergang 40, ✉ 36 bbox=[505, 371, 736, 385]
